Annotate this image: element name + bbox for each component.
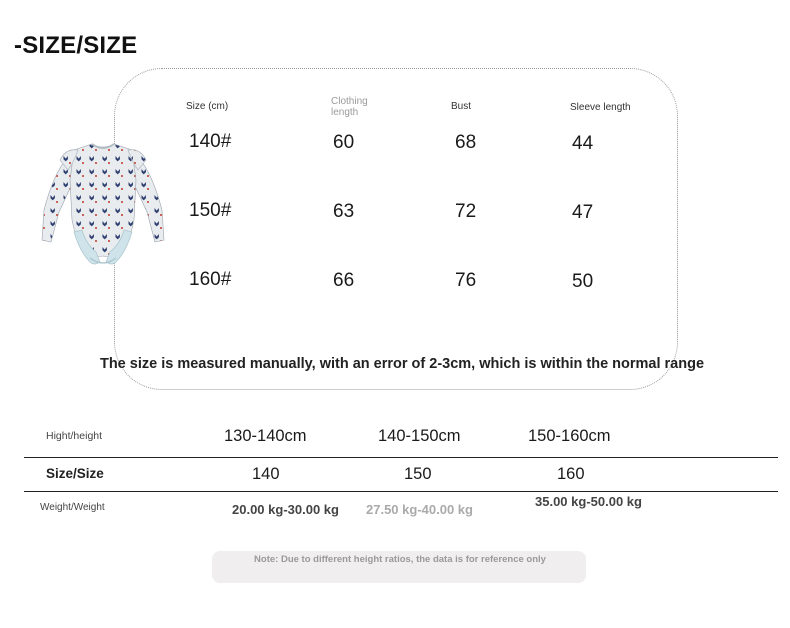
table-cell-length: 66 <box>333 270 355 291</box>
weight-label: Weight/Weight <box>40 502 105 513</box>
page-title: -SIZE/SIZE <box>14 32 138 59</box>
table-cell-sleeve: 44 <box>572 133 594 154</box>
table-cell-size: 150# <box>189 200 232 221</box>
table-cell-bust: 76 <box>455 270 477 291</box>
header-clothing-length: Clothing length <box>331 96 368 118</box>
table-divider <box>24 491 778 492</box>
height-range: 130-140cm <box>224 427 307 445</box>
size-value: 160 <box>557 465 585 483</box>
height-label: Hight/height <box>46 430 103 442</box>
weight-range: 35.00 kg-50.00 kg <box>535 494 642 509</box>
table-cell-bust: 68 <box>455 132 477 153</box>
table-divider <box>24 457 778 458</box>
table-cell-sleeve: 50 <box>572 271 594 292</box>
table-cell-length: 60 <box>333 132 355 153</box>
table-cell-length: 63 <box>333 201 355 222</box>
weight-range: 27.50 kg-40.00 kg <box>366 502 473 517</box>
header-size: Size (cm) <box>186 101 229 112</box>
size-value: 140 <box>252 465 280 483</box>
size-value: 150 <box>404 465 432 483</box>
table-cell-size: 160# <box>189 269 232 290</box>
weight-range: 20.00 kg-30.00 kg <box>232 502 339 517</box>
swimsuit-product-image <box>34 140 172 280</box>
height-range: 140-150cm <box>378 427 461 445</box>
table-cell-bust: 72 <box>455 201 477 222</box>
size-chart-panel <box>114 68 678 390</box>
table-cell-size: 140# <box>189 131 232 152</box>
header-bust: Bust <box>451 101 472 112</box>
header-sleeve-length: Sleeve length <box>570 102 631 113</box>
size-label: Size/Size <box>46 466 104 481</box>
height-range: 150-160cm <box>528 427 611 445</box>
table-cell-sleeve: 47 <box>572 202 594 223</box>
disclaimer-text: Note: Due to different height ratios, the data is for reference only <box>254 554 546 565</box>
measurement-note: The size is measured manually, with an error of 2-3cm, which is within the normal range <box>99 356 705 372</box>
